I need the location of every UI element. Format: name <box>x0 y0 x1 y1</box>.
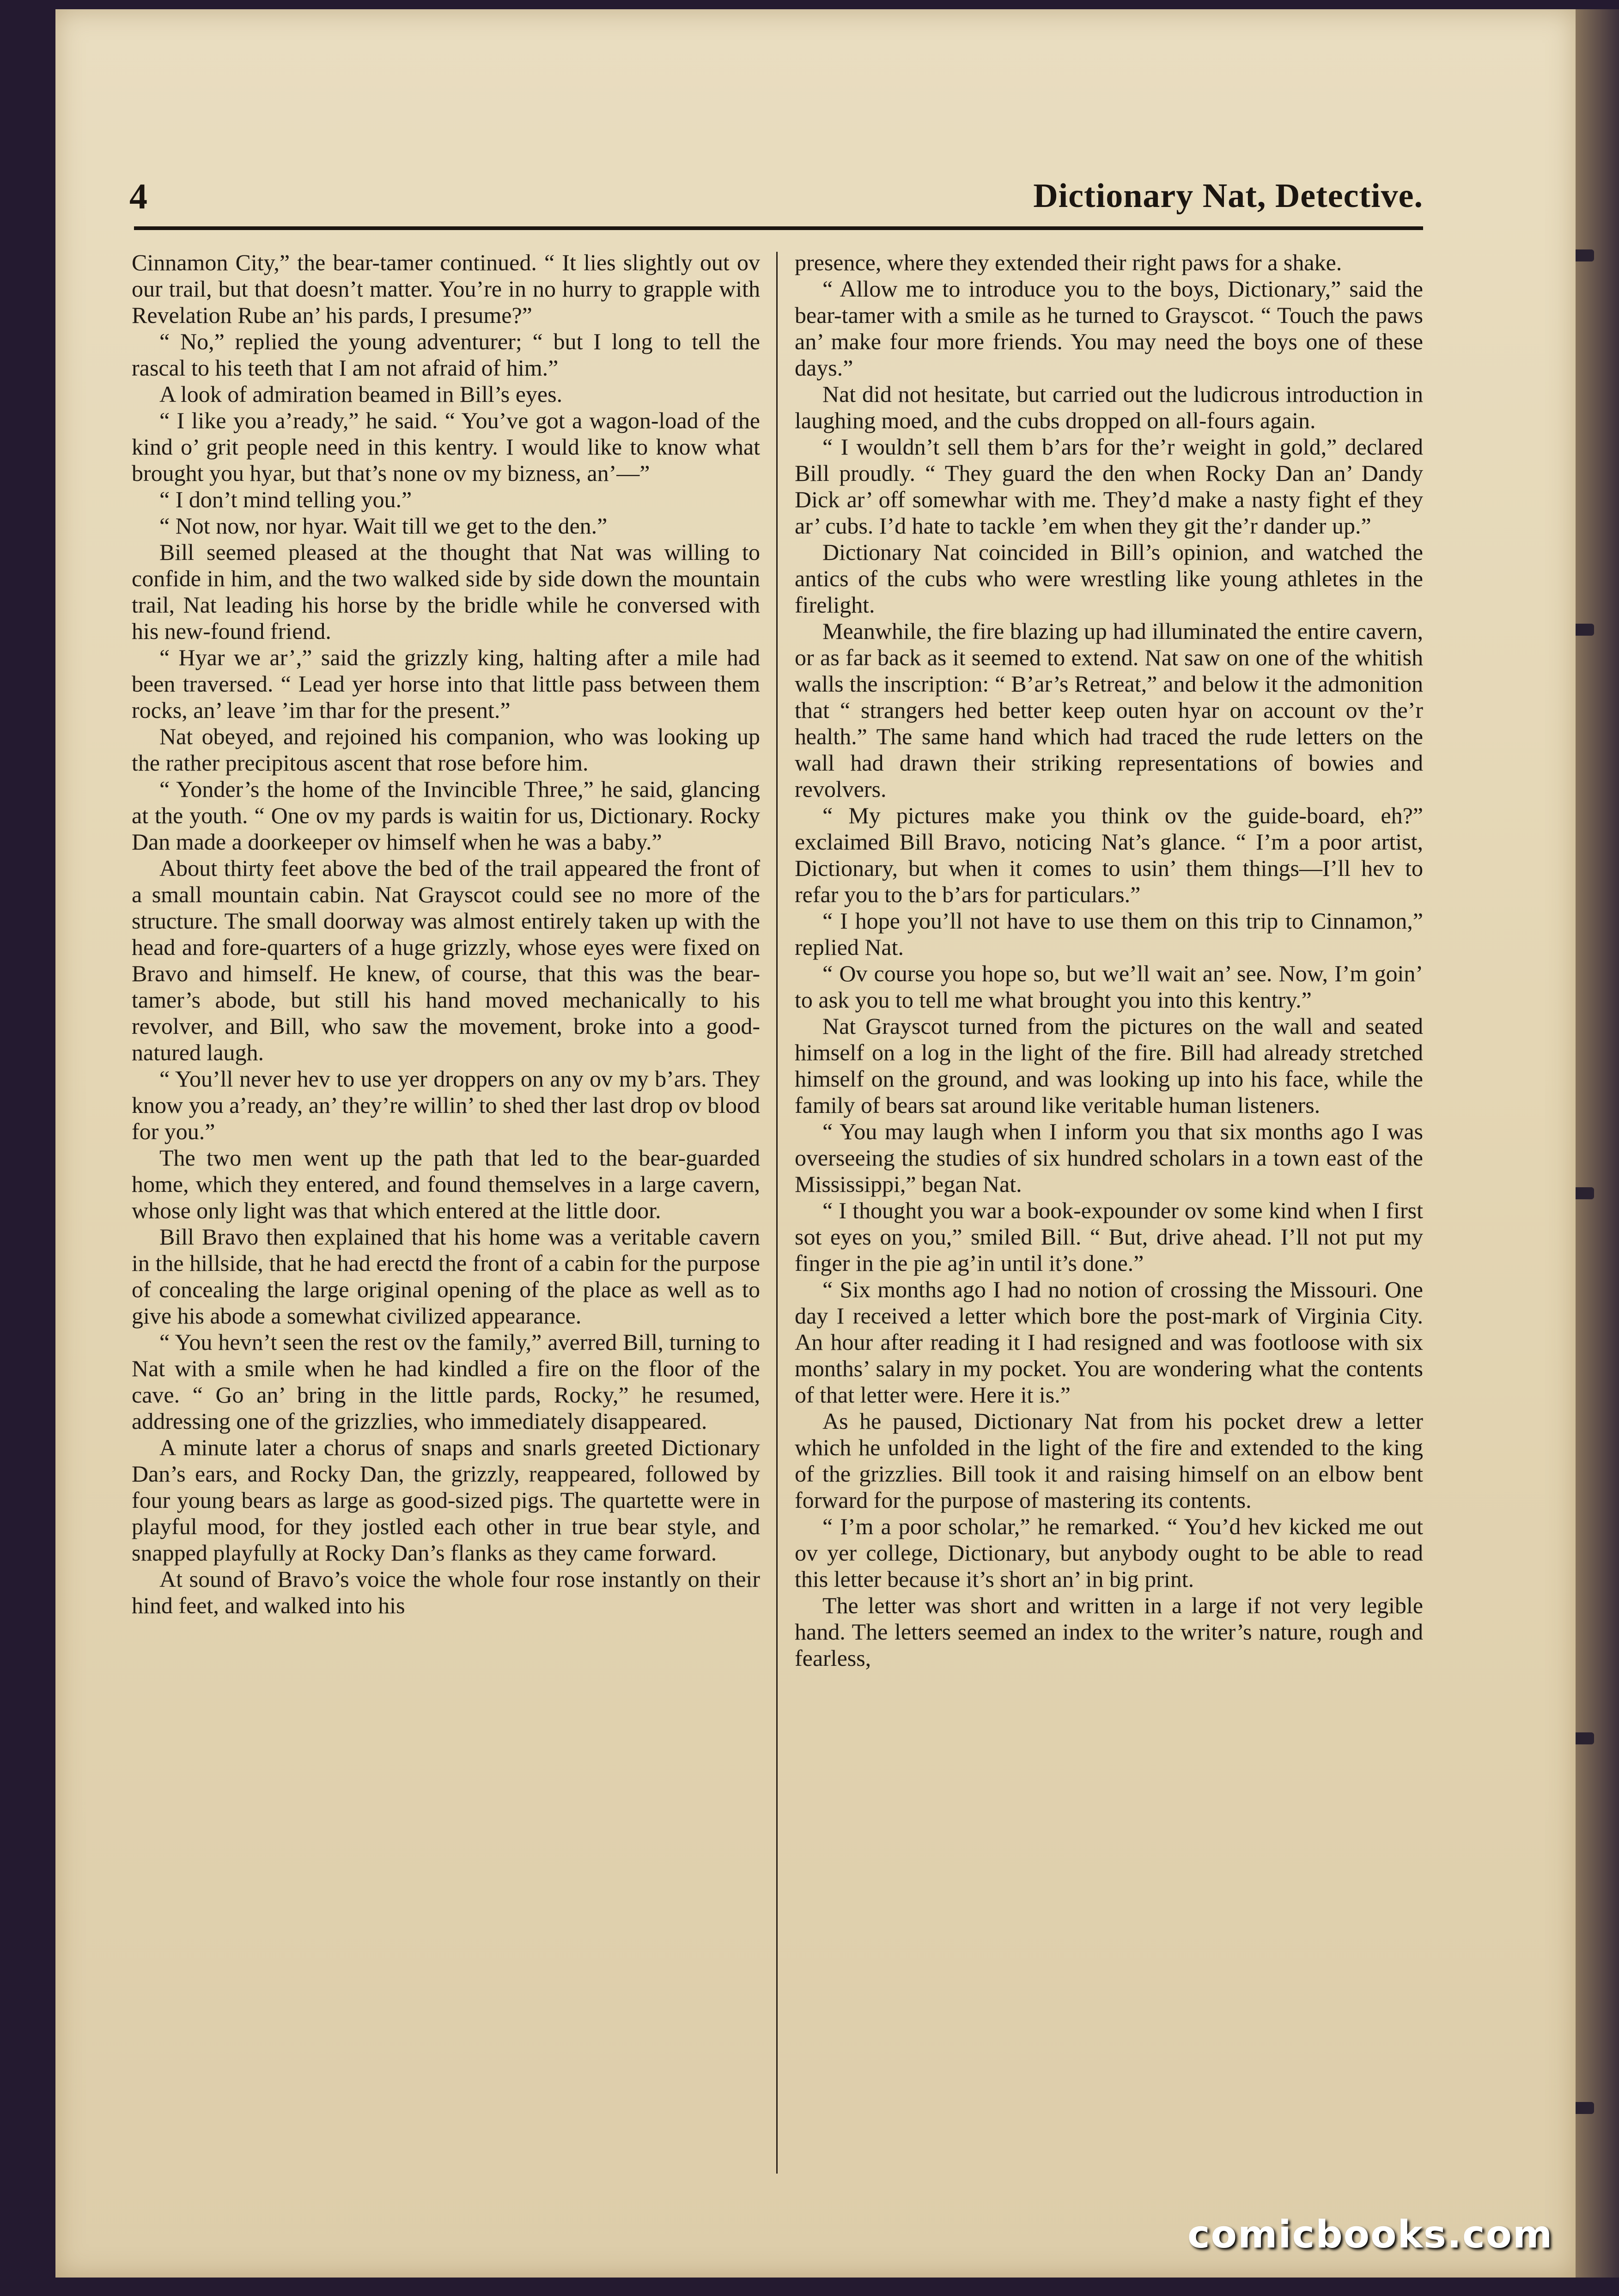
header-rule <box>134 226 1423 230</box>
paragraph: A minute later a chorus of snaps and snarls greeted Dictionary Dan’s ears, and Rocky Dan, the grizzly, reappeared, followed by four young bears as large as good-sized pigs. The quartette were in playful mood, for they jostled each other in true bear style, and snapped playfully at Rocky Dan’s flanks as they came forward. <box>132 1434 760 1566</box>
paragraph: Bill Bravo then explained that his home was a veritable cavern in the hillside, that he had erectd the front of a cabin for the purpose of concealing the large original opening of the place as well as to give his abode a somewhat civilized appearance. <box>132 1224 760 1329</box>
paragraph: “ I don’t mind telling you.” <box>159 486 412 512</box>
left-text-column <box>132 249 760 1619</box>
page-header <box>69 166 1423 217</box>
paragraph: A look of admiration beamed in Bill’s eyes. <box>159 381 563 407</box>
paragraph: “ You may laugh when I inform you that six months ago I was overseeing the studies of six hundred scholars in a town east of the Mississippi,” began Nat. <box>795 1118 1423 1197</box>
paragraph: “ I wouldn’t sell them b’ars for the’r weight in gold,” declared Bill proudly. “ They guard the den when Rocky Dan an’ Dandy Dick ar’ off somewhar with me. They’d make a nasty fight ef they ar’ cubs. I’d hate to tackle ’em when they git the’r dander up.” <box>795 434 1423 539</box>
paragraph: “ You’ll never hev to use yer droppers on any ov my b’ars. They know you a’ready, an’ they’re willin’ to shed ther last drop ov blood for you.” <box>132 1066 760 1144</box>
paragraph: Cinnamon City,” the bear-tamer continued. “ It lies slightly out ov our trail, but that doesn’t matter. You’re in no hurry to grapple with Revelation Rube an’ his pards, I presume?” <box>132 249 760 328</box>
paragraph: “ Hyar we ar’,” said the grizzly king, halting after a mile had been traversed. “ Lead yer horse into that little pass between them rocks, an’ leave ’im thar for the present.” <box>132 644 760 723</box>
paragraph: Nat Grayscot turned from the pictures on the wall and seated himself on a log in the light of the fire. Bill had already stretched himself on the ground, and was looking up into his face, while the family of bears sat around like veritable human listeners. <box>795 1013 1423 1118</box>
paragraph: “ I’m a poor scholar,” he remarked. “ You’d hev kicked me out ov yer college, Dictionary, but anybody ought to be able to read this letter because it’s short an’ in big print. <box>795 1513 1423 1592</box>
paragraph: Nat did not hesitate, but carried out the ludicrous introduction in laughing moed, and the cubs dropped on all-fours again. <box>795 381 1423 433</box>
paragraph: “ Allow me to introduce you to the boys, Dictionary,” said the bear-tamer with a smile as he turned to Grayscot. “ Touch the paws an’ make four more friends. You may need the boys one of these days.” <box>795 276 1423 381</box>
paragraph: “ I thought you war a book-expounder ov some kind when I first sot eyes on you,” smiled Bill. “ But, drive ahead. I’ll not put my finger in the pie ag’in until it’s done.” <box>795 1197 1423 1276</box>
paragraph: The letter was short and written in a large if not very legible hand. The letters seemed an index to the writer’s nature, rough and fearless, <box>795 1592 1423 1671</box>
paragraph: “ Six months ago I had no notion of crossing the Missouri. One day I received a letter which bore the post-mark of Virginia City. An hour after reading it I had resigned and was footloose with six months’ salary in my pocket. You are wondering what the contents of that letter were. Here it is.” <box>795 1276 1423 1408</box>
paragraph: “ No,” replied the young adventurer; “ but I long to tell the rascal to his teeth that I am not afraid of him.” <box>132 328 760 381</box>
paragraph: “ Yonder’s the home of the Invincible Three,” he said, glancing at the youth. “ One ov my pards is waitin for us, Dictionary. Rocky Dan made a doorkeeper ov himself when he was a baby.” <box>132 776 760 855</box>
paragraph: “ Ov course you hope so, but we’ll wait an’ see. Now, I’m goin’ to ask you to tell me what brought you into this kentry.” <box>795 960 1423 1013</box>
paragraph: “ You hevn’t seen the rest ov the family,” averred Bill, turning to Nat with a smile when he had kindled a fire on the floor of the cave. “ Go an’ bring in the little pards, Rocky,” he resumed, addressing one of the grizzlies, who immediately disappeared. <box>132 1329 760 1434</box>
page-number: 4 <box>129 176 147 216</box>
paragraph: “ Not now, nor hyar. Wait till we get to the den.” <box>159 513 608 539</box>
paragraph: Bill seemed pleased at the thought that Nat was willing to confide in him, and the two walked side by side down the mountain trail, Nat leading his horse by the bridle while he conversed with his new-found friend. <box>132 539 760 644</box>
site-watermark: comicbooks.com <box>1187 2213 1553 2257</box>
paragraph: The two men went up the path that led to the bear-guarded home, which they entered, and found themselves in a large cavern, whose only light was that which entered at the little door. <box>132 1145 760 1223</box>
paragraph: About thirty feet above the bed of the trail appeared the front of a small mountain cabin. Nat Grayscot could see no more of the structure. The small doorway was almost entirely taken up with the head and fore-quarters of a huge grizzly, whose eyes were fixed on Bravo and himself. He knew, of course, that this was the bear-tamer’s abode, but still his hand moved mechanically to his revolver, and Bill, who saw the movement, broke into a good-natured laugh. <box>132 855 760 1065</box>
paragraph: Meanwhile, the fire blazing up had illuminated the entire cavern, or as far back as it seemed to extend. Nat saw on one of the whitish walls the inscription: “ B’ar’s Retreat,” and below it the admonition that “ strangers hed better keep outen hyar on account ov the’r health.” The same hand which had traced the rude letters on the wall had drawn their striking representations of bowies and revolvers. <box>795 618 1423 802</box>
paragraph: “ I hope you’ll not have to use them on this trip to Cinnamon,” replied Nat. <box>795 908 1423 960</box>
paragraph: As he paused, Dictionary Nat from his pocket drew a letter which he unfolded in the light of the fire and extended to the king of the grizzlies. Bill took it and raising himself on an elbow bent forward for the purpose of mastering its contents. <box>795 1408 1423 1513</box>
paragraph: Nat obeyed, and rejoined his companion, who was looking up the rather precipitous ascent that rose before him. <box>132 723 760 776</box>
paragraph: Dictionary Nat coincided in Bill’s opinion, and watched the antics of the cubs who were wrestling like young athletes in the firelight. <box>795 539 1423 618</box>
column-divider <box>776 252 778 2174</box>
running-title: Dictionary Nat, Detective. <box>1033 177 1423 215</box>
paragraph: At sound of Bravo’s voice the whole four rose instantly on their hind feet, and walked into his <box>132 1566 760 1618</box>
paragraph: presence, where they extended their right paws for a shake. <box>795 249 1342 275</box>
paragraph: “ My pictures make you think ov the guide-board, eh?” exclaimed Bill Bravo, noticing Nat’s glance. “ I’m a poor artist, Dictionary, but when it comes to usin’ them things—I’ll hev to refar you to the b’ars for particulars.” <box>795 802 1423 907</box>
paragraph: “ I like you a’ready,” he said. “ You’ve got a wagon-load of the kind o’ grit people need in this kentry. I would like to know what brought you hyar, but that’s none ov my bizness, an’—” <box>132 407 760 486</box>
right-text-column <box>795 249 1423 1671</box>
